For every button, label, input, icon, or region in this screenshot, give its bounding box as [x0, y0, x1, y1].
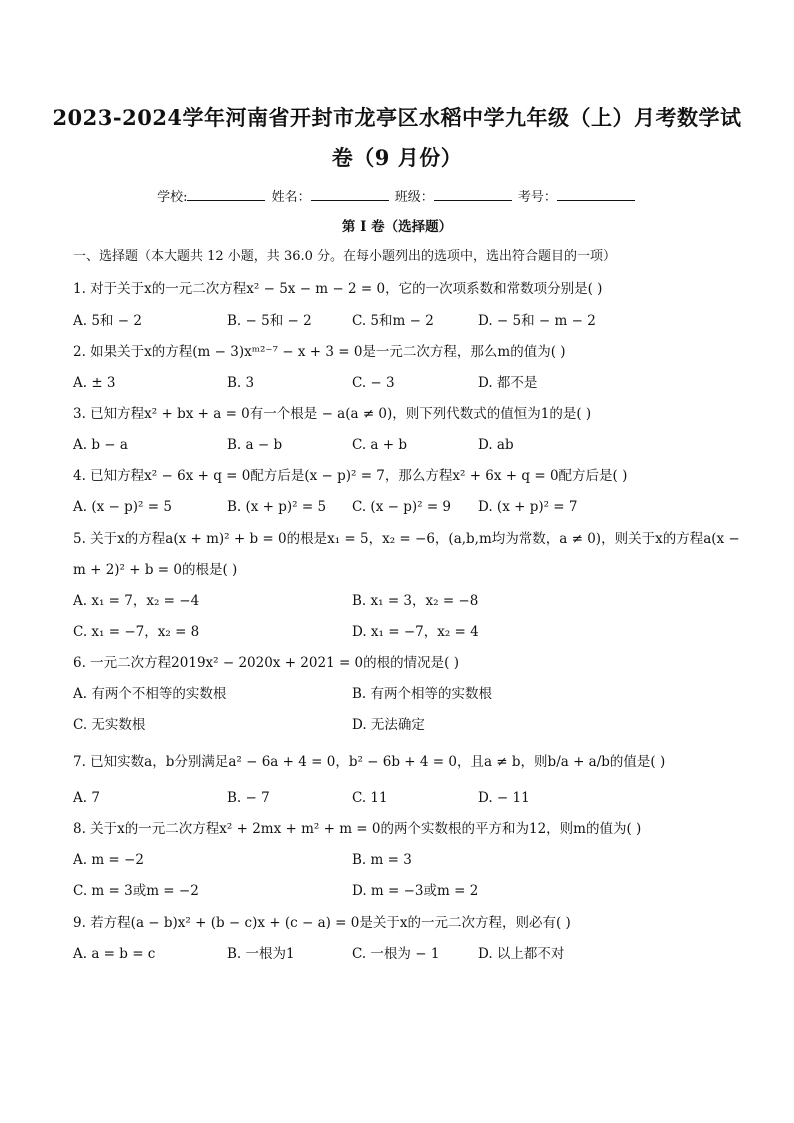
q3-option-c[interactable]: C. a + b	[352, 437, 408, 453]
q9-option-a[interactable]: A. a = b = c	[73, 946, 156, 962]
volume-title: 第 I 卷（选择题）	[341, 219, 453, 235]
question-9-stem: 9. 若方程(a − b)x² + (b − c)x + (c − a) = 0是关于x的一元二次方程，则必有( )	[73, 915, 571, 931]
class-label: 班级：	[394, 190, 434, 205]
q8-option-c[interactable]: C. m = 3或m = −2	[73, 883, 199, 899]
q8-option-d[interactable]: D. m = −3或m = 2	[352, 883, 479, 899]
section-heading: 一、选择题（本大题共 12 小题，共 36.0 分。在每小题列出的选项中，选出符合题目的一项）	[73, 249, 617, 264]
q4-option-b[interactable]: B. (x + p)² = 5	[227, 499, 327, 515]
q4-option-c[interactable]: C. (x − p)² = 9	[352, 499, 452, 515]
q3-option-d[interactable]: D. ab	[478, 437, 514, 453]
q4-option-a[interactable]: A. (x − p)² = 5	[73, 499, 172, 515]
q6-option-b[interactable]: B. 有两个相等的实数根	[352, 686, 493, 702]
q7-option-a[interactable]: A. 7	[73, 790, 100, 806]
question-8-stem: 8. 关于x的一元二次方程x² + 2mx + m² + m = 0的两个实数根的平方和为12，则m的值为( )	[73, 821, 642, 837]
q1-option-b[interactable]: B. − 5和 − 2	[227, 313, 312, 329]
q5-option-a[interactable]: A. x₁ = 7，x₂ = −4	[73, 593, 200, 609]
name-label: 姓名：	[271, 190, 311, 205]
q7-option-b[interactable]: B. − 7	[227, 790, 270, 806]
q7-option-d[interactable]: D. − 11	[478, 790, 530, 806]
exam-number-label: 考号：	[517, 190, 557, 205]
q7-option-c[interactable]: C. 11	[352, 790, 388, 806]
school-blank[interactable]	[187, 186, 265, 201]
q6-option-a[interactable]: A. 有两个不相等的实数根	[73, 686, 227, 702]
q4-option-d[interactable]: D. (x + p)² = 7	[478, 499, 578, 515]
q2-option-c[interactable]: C. − 3	[352, 375, 395, 391]
q3-option-b[interactable]: B. a − b	[227, 437, 283, 453]
question-6-stem: 6. 一元二次方程2019x² − 2020x + 2021 = 0的根的情况是( )	[73, 655, 459, 671]
q6-option-c[interactable]: C. 无实数根	[73, 717, 146, 733]
q6-option-d[interactable]: D. 无法确定	[352, 717, 425, 733]
q1-option-a[interactable]: A. 5和 − 2	[73, 313, 142, 329]
question-1-stem: 1. 对于关于x的一元二次方程x² − 5x − m − 2 = 0，它的一次项系数和常数项分别是( )	[73, 281, 603, 297]
q8-option-b[interactable]: B. m = 3	[352, 852, 412, 868]
question-4-stem: 4. 已知方程x² − 6x + q = 0配方后是(x − p)² = 7，那么方程x² + 6x + q = 0配方后是( )	[73, 468, 628, 484]
student-info-row	[0, 186, 794, 208]
exam-title-line-1: 2023-2024学年河南省开封市龙亭区水稻中学九年级（上）月考数学试	[52, 105, 742, 130]
q2-option-b[interactable]: B. 3	[227, 375, 255, 391]
question-7-stem: 7. 已知实数a，b分别满足a² − 6a + 4 = 0，b² − 6b + 4 = 0，且a ≠ b，则b/a + a/b的值是( )	[73, 754, 666, 770]
question-2-stem: 2. 如果关于x的方程(m − 3)xᵐ²⁻⁷ − x + 3 = 0是一元二次方程，那么m的值为( )	[73, 344, 566, 360]
q3-option-a[interactable]: A. b − a	[73, 437, 128, 453]
class-blank[interactable]	[434, 186, 512, 201]
q5-option-c[interactable]: C. x₁ = −7，x₂ = 8	[73, 624, 200, 640]
q1-option-c[interactable]: C. 5和m − 2	[352, 313, 434, 329]
q1-option-d[interactable]: D. − 5和 − m − 2	[478, 313, 596, 329]
question-3-stem: 3. 已知方程x² + bx + a = 0有一个根是 − a(a ≠ 0)，则下列代数式的值恒为1的是( )	[73, 406, 592, 422]
q9-option-b[interactable]: B. 一根为1	[227, 946, 295, 962]
q9-option-c[interactable]: C. 一根为 − 1	[352, 946, 440, 962]
name-blank[interactable]	[311, 186, 389, 201]
exam-number-blank[interactable]	[557, 186, 635, 201]
exam-title-line-2: 卷（9 月份）	[331, 145, 463, 170]
question-5-stem-continued: m + 2)² + b = 0的根是( )	[73, 562, 238, 578]
q8-option-a[interactable]: A. m = −2	[73, 852, 144, 868]
q2-option-d[interactable]: D. 都不是	[478, 375, 538, 391]
q5-option-b[interactable]: B. x₁ = 3，x₂ = −8	[352, 593, 479, 609]
q9-option-d[interactable]: D. 以上都不对	[478, 946, 565, 962]
school-label: 学校:	[157, 190, 188, 205]
q2-option-a[interactable]: A. ± 3	[73, 375, 116, 391]
q5-option-d[interactable]: D. x₁ = −7，x₂ = 4	[352, 624, 479, 640]
question-5-stem: 5. 关于x的方程a(x + m)² + b = 0的根是x₁ = 5，x₂ = −6，(a,b,m均为常数，a ≠ 0)，则关于x的方程a(x −	[73, 531, 740, 547]
